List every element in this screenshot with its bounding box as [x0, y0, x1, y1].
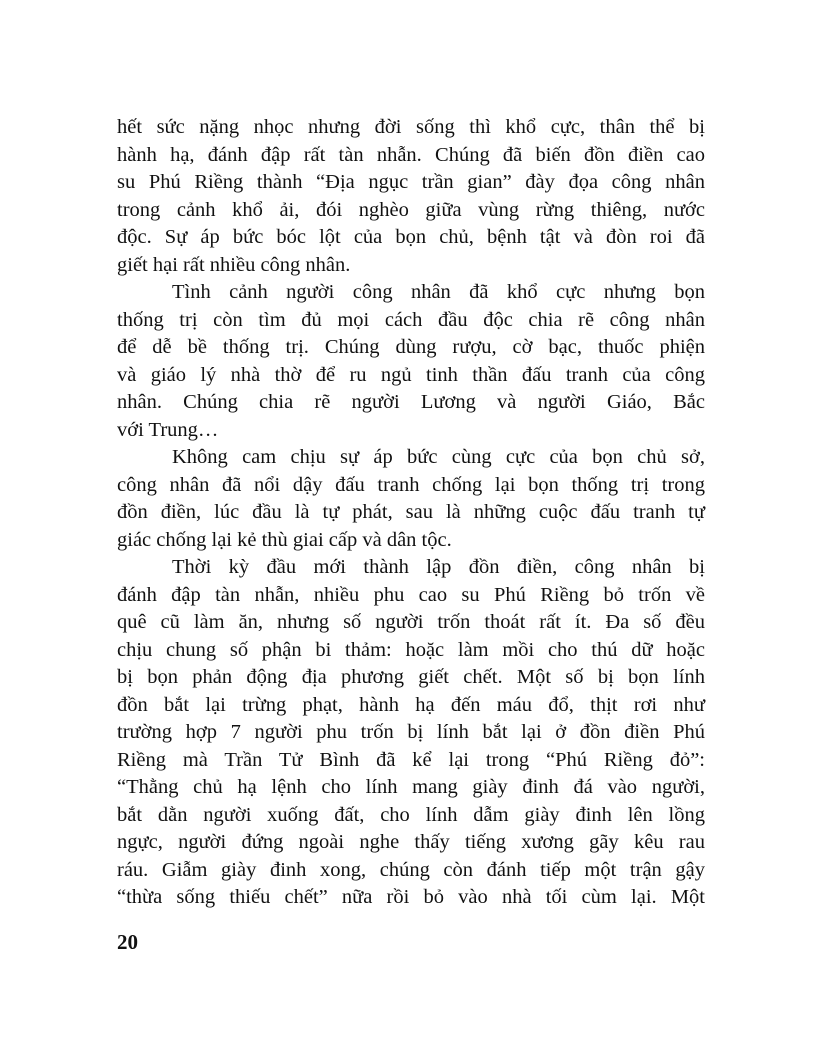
- text-line: trong cảnh khổ ải, đói nghèo giữa vùng rừng thiêng, nước: [117, 198, 705, 221]
- paragraph: [117, 114, 705, 279]
- text-line: Thời kỳ đầu mới thành lập đồn điền, công nhân bị: [172, 556, 705, 578]
- paragraph: [117, 444, 705, 554]
- text-line: để dễ bề thống trị. Chúng dùng rượu, cờ bạc, thuốc phiện: [117, 336, 705, 358]
- text-line: Không cam chịu sự áp bức cùng cực của bọn chủ sở,: [172, 446, 705, 468]
- page-number: 20: [117, 930, 138, 954]
- text-line: “Thằng chủ hạ lệnh cho lính mang giày đinh đá vào người,: [117, 776, 705, 798]
- text-line: “thừa sống thiếu chết” nữa rồi bỏ vào nhà tối cùm lại. Một: [117, 886, 705, 908]
- paragraph: [117, 554, 705, 912]
- text-line: nhân. Chúng chia rẽ người Lương và người Giáo, Bắc: [117, 391, 705, 413]
- text-line: trường hợp 7 người phu trốn bị lính bắt lại ở đồn điền Phú: [117, 721, 705, 743]
- text-line: đồn bắt lại trừng phạt, hành hạ đến máu đổ, thịt rơi như: [117, 693, 705, 716]
- text-line: Tình cảnh người công nhân đã khổ cực nhưng bọn: [172, 281, 705, 303]
- text-line: với Trung…: [117, 418, 219, 441]
- text-line: ngực, người đứng ngoài nghe thấy tiếng xương gãy kêu rau: [117, 831, 705, 853]
- body-text: [117, 114, 705, 912]
- text-line: và giáo lý nhà thờ để ru ngủ tinh thần đấu tranh của công: [117, 363, 705, 386]
- text-line: su Phú Riềng thành “Địa ngục trần gian” đày đọa công nhân: [117, 171, 705, 193]
- text-line: công nhân đã nổi dậy đấu tranh chống lại bọn thống trị trong: [117, 473, 705, 496]
- text-line: hành hạ, đánh đập rất tàn nhẫn. Chúng đã biến đồn điền cao: [117, 143, 705, 166]
- text-line: chịu chung số phận bi thảm: hoặc làm mồi cho thú dữ hoặc: [117, 638, 705, 661]
- paragraph: [117, 279, 705, 444]
- text-line: quê cũ làm ăn, nhưng số người trốn thoát rất ít. Đa số đều: [117, 611, 705, 633]
- text-line: giác chống lại kẻ thù giai cấp và dân tộc.: [117, 528, 452, 551]
- text-line: ráu. Giẫm giày đinh xong, chúng còn đánh tiếp một trận gậy: [117, 858, 705, 881]
- text-line: giết hại rất nhiều công nhân.: [117, 253, 351, 276]
- text-line: đánh đập tàn nhẫn, nhiều phu cao su Phú Riềng bỏ trốn về: [117, 583, 705, 606]
- text-line: bắt dằn người xuống đất, cho lính dẫm giày đinh lên lồng: [117, 803, 705, 826]
- text-line: đồn điền, lúc đầu là tự phát, sau là những cuộc đấu tranh tự: [117, 501, 705, 523]
- text-line: Riềng mà Trần Tử Bình đã kể lại trong “Phú Riềng đỏ”:: [117, 748, 705, 771]
- text-line: thống trị còn tìm đủ mọi cách đầu độc chia rẽ công nhân: [117, 308, 705, 331]
- text-line: hết sức nặng nhọc nhưng đời sống thì khổ cực, thân thể bị: [117, 116, 705, 138]
- text-line: độc. Sự áp bức bóc lột của bọn chủ, bệnh tật và đòn roi đã: [117, 226, 705, 248]
- text-line: bị bọn phản động địa phương giết chết. Một số bị bọn lính: [117, 666, 705, 688]
